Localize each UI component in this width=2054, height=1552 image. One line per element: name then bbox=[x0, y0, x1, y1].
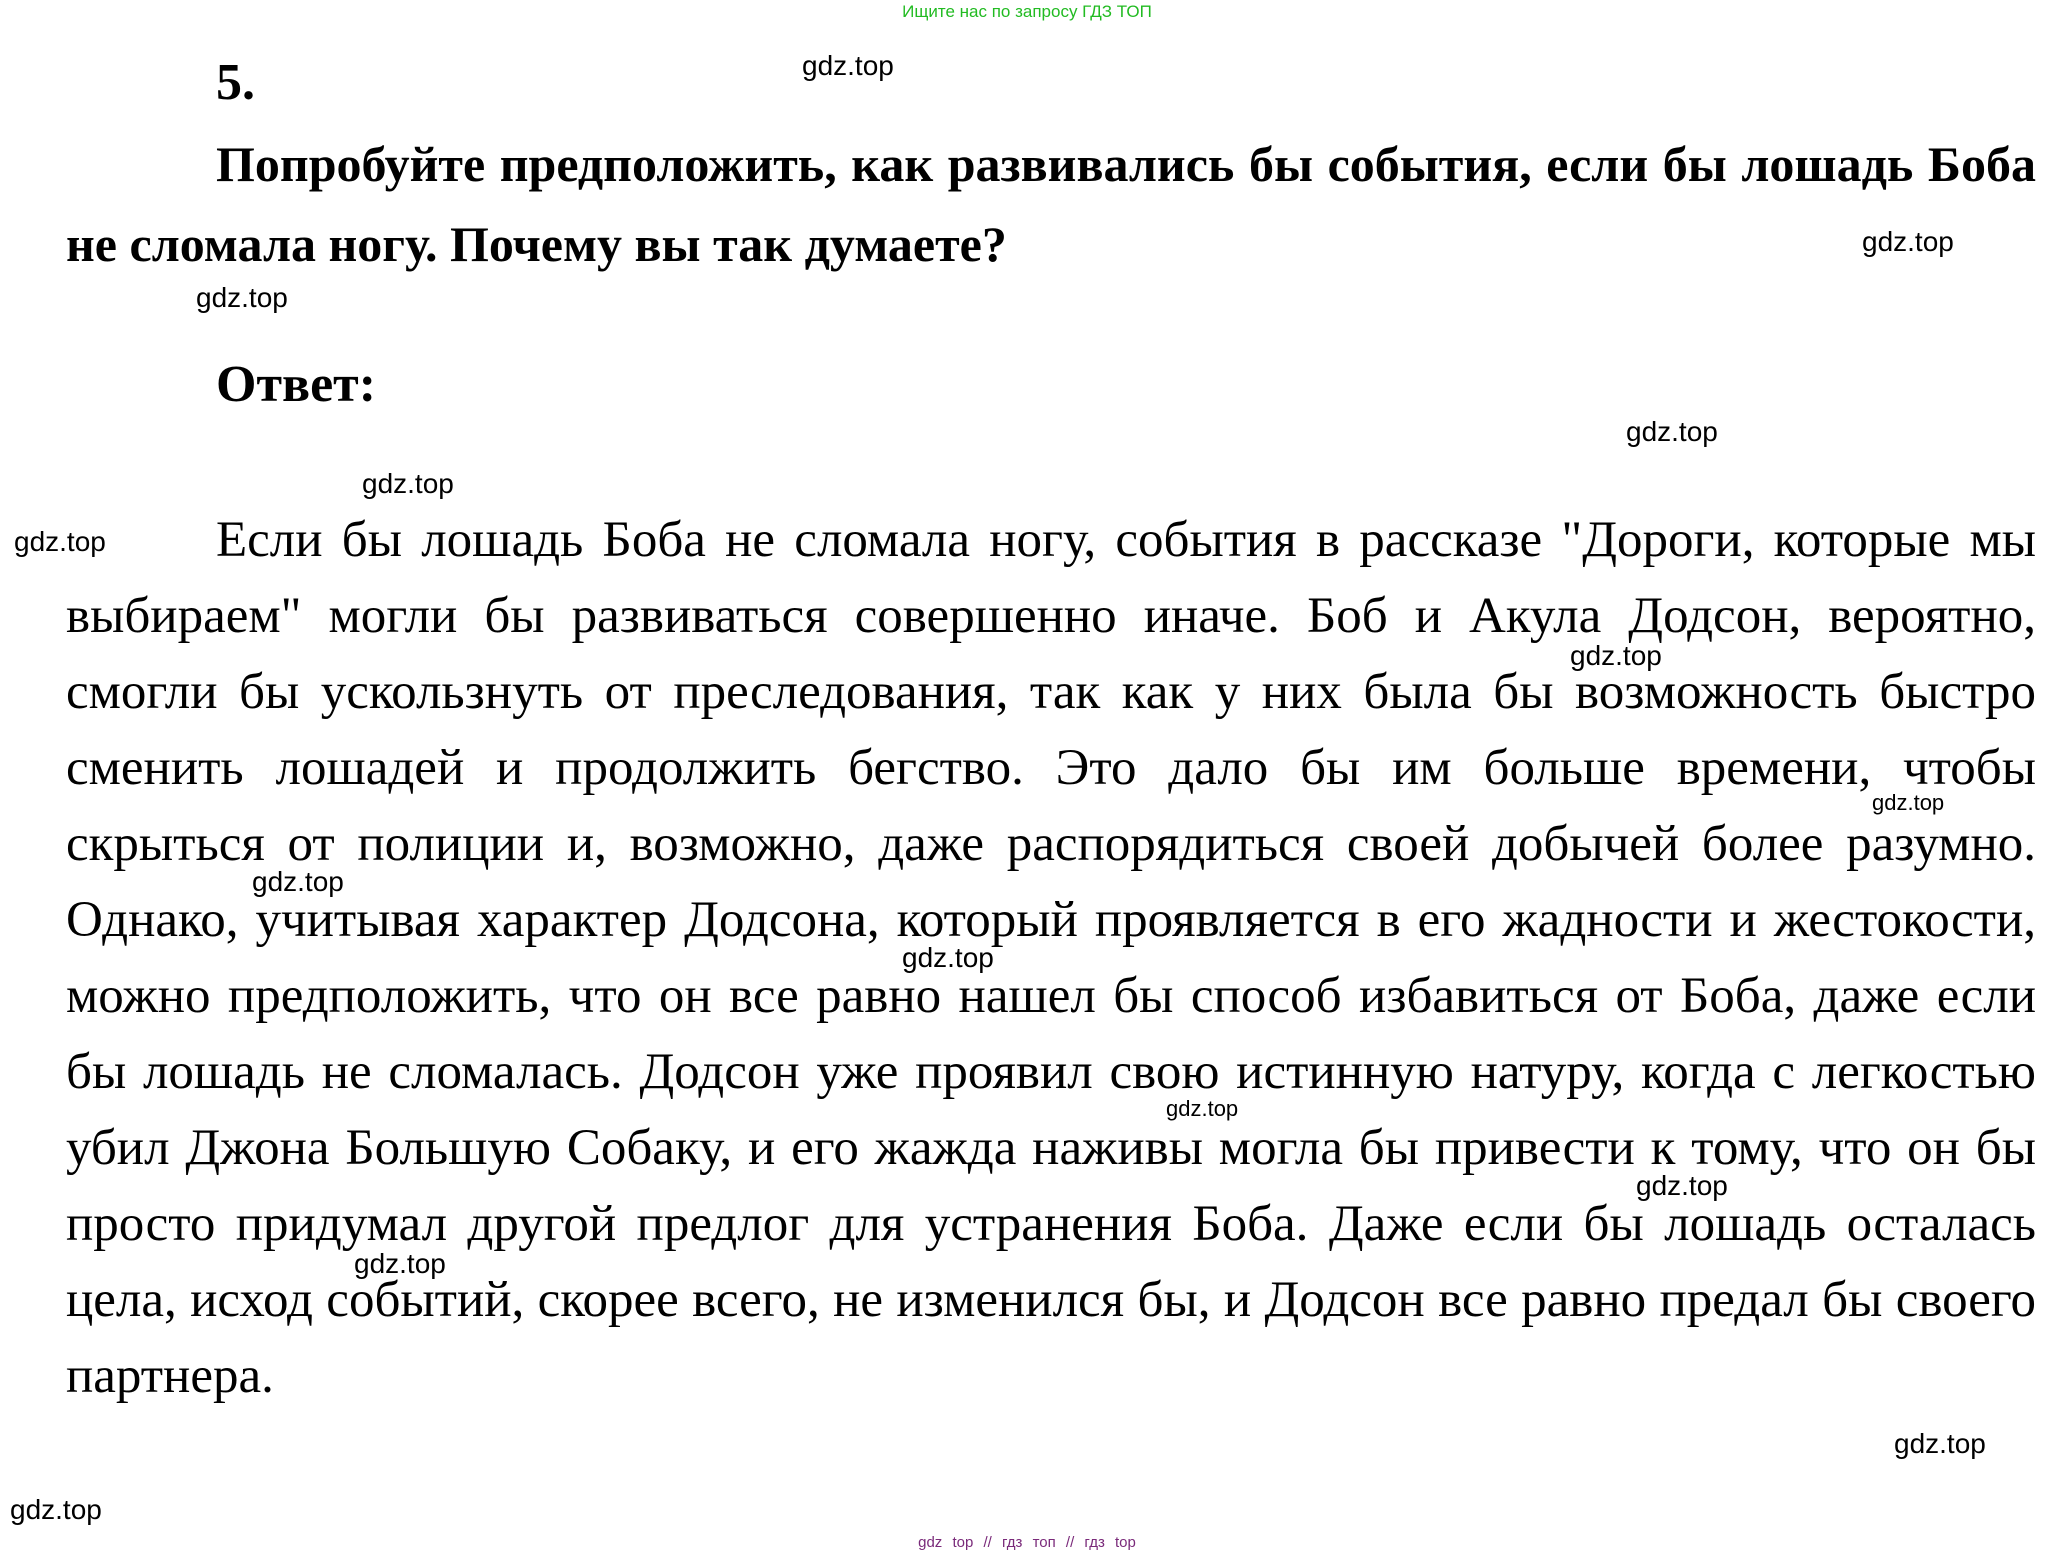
watermark: gdz.top bbox=[196, 282, 288, 313]
footer: gdz top // гдз топ // гдз top bbox=[918, 1534, 1136, 1551]
watermark: gdz.top bbox=[1166, 1096, 1239, 1121]
watermark: gdz.top bbox=[252, 866, 344, 897]
watermark: gdz.top bbox=[1894, 1428, 1986, 1459]
top-banner: Ищите нас по запросу ГДЗ ТОП bbox=[902, 2, 1152, 21]
task-number: 5. bbox=[216, 54, 255, 111]
watermark: gdz.top bbox=[1636, 1170, 1728, 1201]
watermark: gdz.top bbox=[362, 468, 454, 499]
watermark: gdz.top bbox=[10, 1494, 102, 1525]
watermark: gdz.top bbox=[1862, 226, 1954, 257]
watermark: gdz.top bbox=[1570, 640, 1662, 671]
watermark: gdz.top bbox=[14, 526, 106, 557]
answer-text: Если бы лошадь Боба не сломала ногу, события в рассказе "Дороги, которые мы выбираем" могли бы развиваться совершенно иначе. Боб и Акула Додсон, вероятно, смогли бы ускользнуть от преследования, так как у них была бы возможность быстро сменить лошадей и продолжить бегство. Это дало бы им больше времени, чтобы скрыться от полиции и, возможно, даже распорядиться своей добычей более разумно. Однако, учитывая характер Додсона, который проявляется в его жадности и жестокости, можно предположить, что он все равно нашел бы способ избавиться от Боба, даже если бы лошадь не сломалась. Додсон уже проявил свою истинную натуру, когда с легкостью убил Джона Большую Собаку, и его жажда наживы могла бы привести к тому, что он бы просто придумал другой предлог для устранения Боба. Даже если бы лошадь осталась цела, исход событий, скорее всего, не изменился бы, и Додсон все равно предал бы своего партнера. bbox=[66, 512, 2036, 1404]
watermark: gdz.top bbox=[1872, 790, 1945, 815]
watermark: gdz.top bbox=[354, 1248, 446, 1279]
watermark: gdz.top bbox=[1626, 416, 1718, 447]
watermark: gdz.top bbox=[902, 942, 994, 973]
watermark: gdz.top bbox=[802, 50, 894, 81]
question-text: Попробуйте предположить, как развивались бы события, если бы лошадь Боба не сломала ногу. Почему вы так думаете? bbox=[66, 136, 2036, 272]
answer-label: Ответ: bbox=[216, 356, 377, 413]
